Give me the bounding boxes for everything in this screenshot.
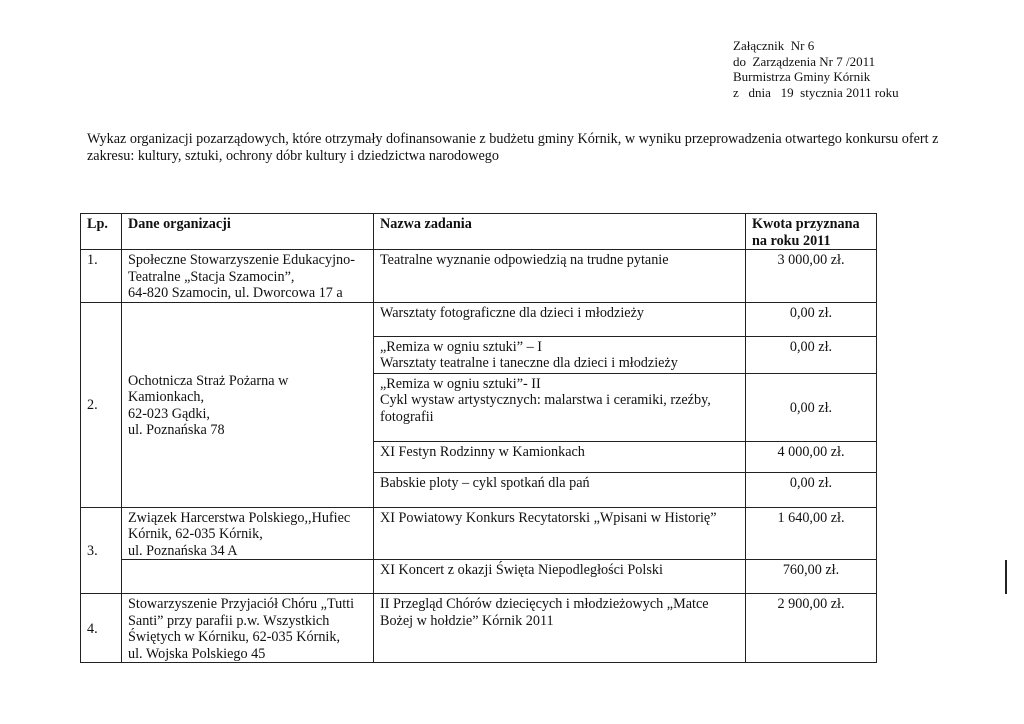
task-line: Cykl wystaw artystycznych: malarstwa i ceramiki, rzeźby, [380,392,711,408]
amount-cell: 0,00 zł. [746,472,877,507]
task-line: Bożej w hołdzie” Kórnik 2011 [380,612,554,629]
header-amount-line1: Kwota przyznana [752,216,860,232]
grants-table [80,213,877,663]
org-line: Ochotnicza Straż Pożarna w [128,372,289,389]
org-line: Świętych w Kórniku, 62-035 Kórnik, [128,629,341,645]
annex-date: z dnia 19 stycznia 2011 roku [733,84,899,100]
task-cell [374,336,746,373]
table-row [81,507,877,560]
task-line: fotografii [380,408,434,425]
header-task: Nazwa zadania [374,214,746,250]
task-cell: XI Koncert z okazji Święta Niepodległości Polski [374,560,746,594]
org-line: Kórnik, 62-035 Kórnik, [128,526,263,542]
organization-cell [122,507,374,560]
task-line: Warsztaty teatralne i taneczne dla dzieci i młodzieży [380,355,678,371]
organization-cell [122,302,374,507]
amount-cell: 2 900,00 zł. [746,594,877,663]
document-intro: Wykaz organizacji pozarządowych, które otrzymały dofinansowanie z budżetu gminy Kórnik, w wyniku przeprowadzenia otwartego konkursu ofert z zakresu: kultury, sztuki, ochrony dóbr kultury i dziedzictwa narodowego [87,131,939,164]
org-line: Stowarzyszenie Przyjaciół Chóru „Tutti [128,596,355,612]
row-lp: 4. [81,594,122,663]
org-line: ul. Wojska Polskiego 45 [128,645,266,662]
amount-cell: 0,00 zł. [746,373,877,441]
org-line: Związek Harcerstwa Polskiego,,Hufiec [128,509,351,526]
header-lp: Lp. [81,214,122,250]
org-line: Teatralne „Stacja Szamocin”, [128,268,295,285]
task-line: II Przegląd Chórów dziecięcych i młodzieżowych „Matce [380,596,709,612]
organization-cell-empty [122,560,374,594]
org-line: Kamionkach, [128,389,205,405]
task-line: „Remiza w ogniu sztuki” – I [380,338,542,355]
org-line: 62-023 Gądki, [128,405,210,422]
table-row [81,560,877,594]
amount-cell: 3 000,00 zł. [746,250,877,303]
task-cell [374,373,746,441]
row-lp: 3. [81,507,122,594]
organization-cell [122,594,374,663]
amount-cell: 0,00 zł. [746,336,877,373]
table-header-row [81,214,877,250]
table-row [81,250,877,303]
task-cell: Babskie ploty – cykl spotkań dla pań [374,472,746,507]
amount-cell: 760,00 zł. [746,560,877,594]
amount-cell: 0,00 zł. [746,302,877,336]
organization-cell [122,250,374,303]
annex-reference [733,38,899,100]
annex-issuer: Burmistrza Gminy Kórnik [733,69,871,84]
org-line: Santi” przy parafii p.w. Wszystkich [128,612,330,629]
org-line: ul. Poznańska 34 A [128,542,238,559]
row-lp: 2. [81,302,122,507]
task-line: „Remiza w ogniu sztuki”- II [380,375,541,392]
task-cell: XI Powiatowy Konkurs Recytatorski „Wpisani w Historię” [374,507,746,560]
header-amount-line2: na roku 2011 [752,232,831,249]
amount-cell: 4 000,00 zł. [746,441,877,472]
row-lp: 1. [81,250,122,303]
table-row [81,594,877,663]
margin-mark [1005,560,1007,594]
task-cell: Teatralne wyznanie odpowiedzią na trudne pytanie [374,250,746,303]
org-line: ul. Poznańska 78 [128,422,225,438]
table-row [81,302,877,336]
org-line: 64-820 Szamocin, ul. Dworcowa 17 a [128,285,343,301]
header-amount [746,214,877,250]
task-cell: XI Festyn Rodzinny w Kamionkach [374,441,746,472]
header-organization: Dane organizacji [122,214,374,250]
amount-cell: 1 640,00 zł. [746,507,877,560]
task-cell [374,594,746,663]
annex-ordinance: do Zarządzenia Nr 7 /2011 [733,53,876,69]
org-line: Społeczne Stowarzyszenie Edukacyjno- [128,252,355,268]
annex-number: Załącznik Nr 6 [733,38,815,53]
task-cell: Warsztaty fotograficzne dla dzieci i młodzieży [374,302,746,336]
